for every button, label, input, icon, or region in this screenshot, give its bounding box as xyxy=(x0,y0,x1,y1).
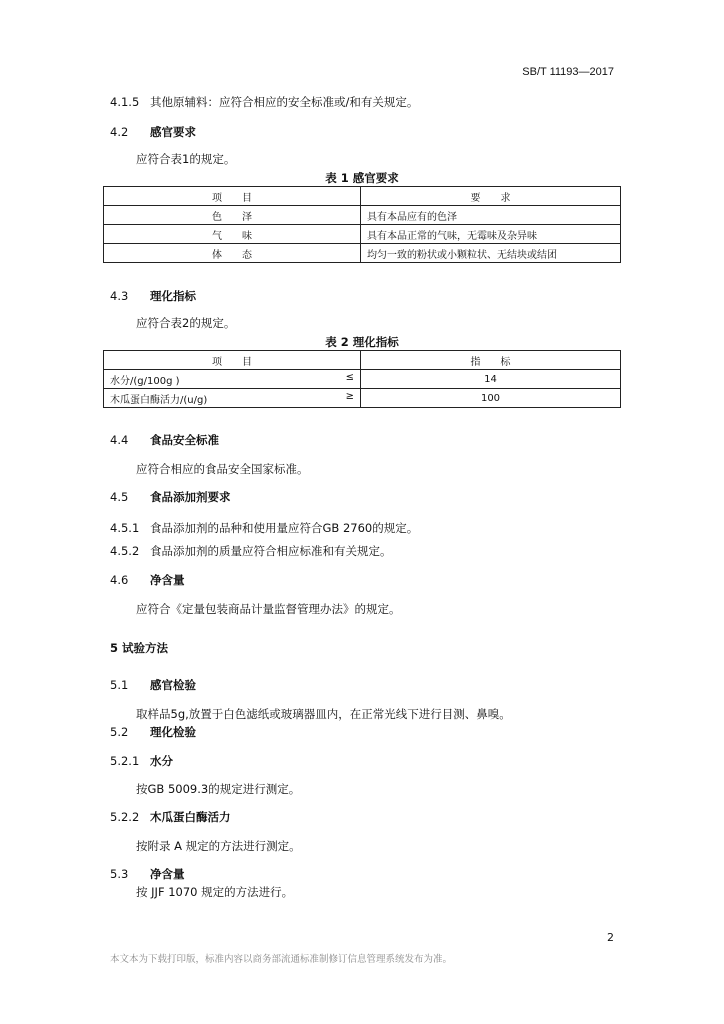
item-label: 水分/(g/100g ) xyxy=(110,375,180,387)
table-header-cell: 项 目 xyxy=(104,351,361,370)
heading-5-2 xyxy=(110,724,196,740)
heading-number: 4.3 xyxy=(110,289,129,303)
standard-number: SB/T 11193—2017 xyxy=(522,66,614,78)
heading-title: 感官要求 xyxy=(150,125,196,139)
paragraph-5-2-1: 按GB 5009.3的规定进行测定。 xyxy=(136,782,301,796)
heading-number: 4.2 xyxy=(110,125,129,139)
clause-text: 食品添加剂的品种和使用量应符合GB 2760的规定。 xyxy=(150,521,419,535)
heading-number: 5.2.2 xyxy=(110,810,140,824)
heading-number: 5.1 xyxy=(110,678,129,692)
heading-title: 食品添加剂要求 xyxy=(150,490,231,504)
heading-5-1 xyxy=(110,677,196,693)
heading-title: 净含量 xyxy=(150,867,185,881)
heading-title: 理化指标 xyxy=(150,289,196,303)
table1-caption: 表 1 感官要求 xyxy=(325,171,399,185)
clause-number: 4.5.2 xyxy=(110,544,140,558)
heading-4-6 xyxy=(110,572,185,588)
table-row xyxy=(104,389,621,408)
table-row xyxy=(104,225,621,244)
footer-note: 本文本为下载打印版，标准内容以商务部流通标准制修订信息管理系统发布为准。 xyxy=(110,954,453,965)
heading-number: 5.2.1 xyxy=(110,754,140,768)
heading-5: 5 试验方法 xyxy=(110,641,169,655)
table-header-cell: 指 标 xyxy=(361,351,621,370)
table-cell: 14 xyxy=(361,370,621,389)
heading-title: 木瓜蛋白酶活力 xyxy=(150,810,231,824)
table-cell xyxy=(104,389,361,408)
table-header-row xyxy=(104,351,621,370)
table-cell: 具有本品应有的色泽 xyxy=(361,206,621,225)
heading-title: 食品安全标准 xyxy=(150,433,219,447)
item-label: 木瓜蛋白酶活力/(u/g) xyxy=(110,394,208,406)
heading-4-3 xyxy=(110,288,196,304)
heading-number: 5.3 xyxy=(110,867,129,881)
table-physicochemical-indicators xyxy=(103,350,621,408)
heading-5-2-1 xyxy=(110,753,173,769)
heading-number: 5.2 xyxy=(110,725,129,739)
heading-number: 4.6 xyxy=(110,573,129,587)
table-row xyxy=(104,370,621,389)
page-number: 2 xyxy=(607,931,614,944)
heading-title: 净含量 xyxy=(150,573,185,587)
paragraph-5-1: 取样品5g,放置于白色滤纸或玻璃器皿内，在正常光线下进行目测、鼻嗅。 xyxy=(136,707,511,721)
clause-4-5-1 xyxy=(110,520,418,536)
heading-4-4 xyxy=(110,432,219,448)
heading-number: 4.4 xyxy=(110,433,129,447)
comparison-symbol: ≤ xyxy=(345,371,354,383)
table-row xyxy=(104,244,621,263)
table-header-cell: 项 目 xyxy=(104,187,361,206)
paragraph-4-2: 应符合表1的规定。 xyxy=(136,152,236,166)
clause-number: 4.1.5 xyxy=(110,95,140,109)
clause-text: 食品添加剂的质量应符合相应标准和有关规定。 xyxy=(150,544,392,558)
paragraph-4-6: 应符合《定量包装商品计量监督管理办法》的规定。 xyxy=(136,602,401,616)
table-cell: 100 xyxy=(361,389,621,408)
paragraph-4-3: 应符合表2的规定。 xyxy=(136,316,236,330)
heading-title: 感官检验 xyxy=(150,678,196,692)
paragraph-5-3: 按 JJF 1070 规定的方法进行。 xyxy=(136,885,294,899)
heading-5-2-2 xyxy=(110,809,231,825)
heading-5-3 xyxy=(110,866,185,882)
table-cell xyxy=(104,370,361,389)
paragraph-5-2-2: 按附录 A 规定的方法进行测定。 xyxy=(136,839,301,853)
table-cell: 体 态 xyxy=(104,244,361,263)
heading-4-5 xyxy=(110,489,231,505)
heading-number: 4.5 xyxy=(110,490,129,504)
clause-number: 4.5.1 xyxy=(110,521,140,535)
paragraph-4-4: 应符合相应的食品安全国家标准。 xyxy=(136,462,309,476)
table2-caption: 表 2 理化指标 xyxy=(325,335,399,349)
table-sensory-requirements xyxy=(103,186,621,263)
table-cell: 气 味 xyxy=(104,225,361,244)
comparison-symbol: ≥ xyxy=(345,390,354,402)
clause-4-1-5 xyxy=(110,94,418,110)
heading-title: 水分 xyxy=(150,754,173,768)
heading-4-2 xyxy=(110,124,196,140)
clause-4-5-2 xyxy=(110,543,392,559)
table-header-row xyxy=(104,187,621,206)
table-cell: 具有本品正常的气味，无霉味及杂异味 xyxy=(361,225,621,244)
table-row xyxy=(104,206,621,225)
table-header-cell: 要 求 xyxy=(361,187,621,206)
clause-text: 其他原辅料：应符合相应的安全标准或/和有关规定。 xyxy=(150,95,419,109)
table-cell: 色 泽 xyxy=(104,206,361,225)
heading-title: 理化检验 xyxy=(150,725,196,739)
table-cell: 均匀一致的粉状或小颗粒状、无结块或结团 xyxy=(361,244,621,263)
